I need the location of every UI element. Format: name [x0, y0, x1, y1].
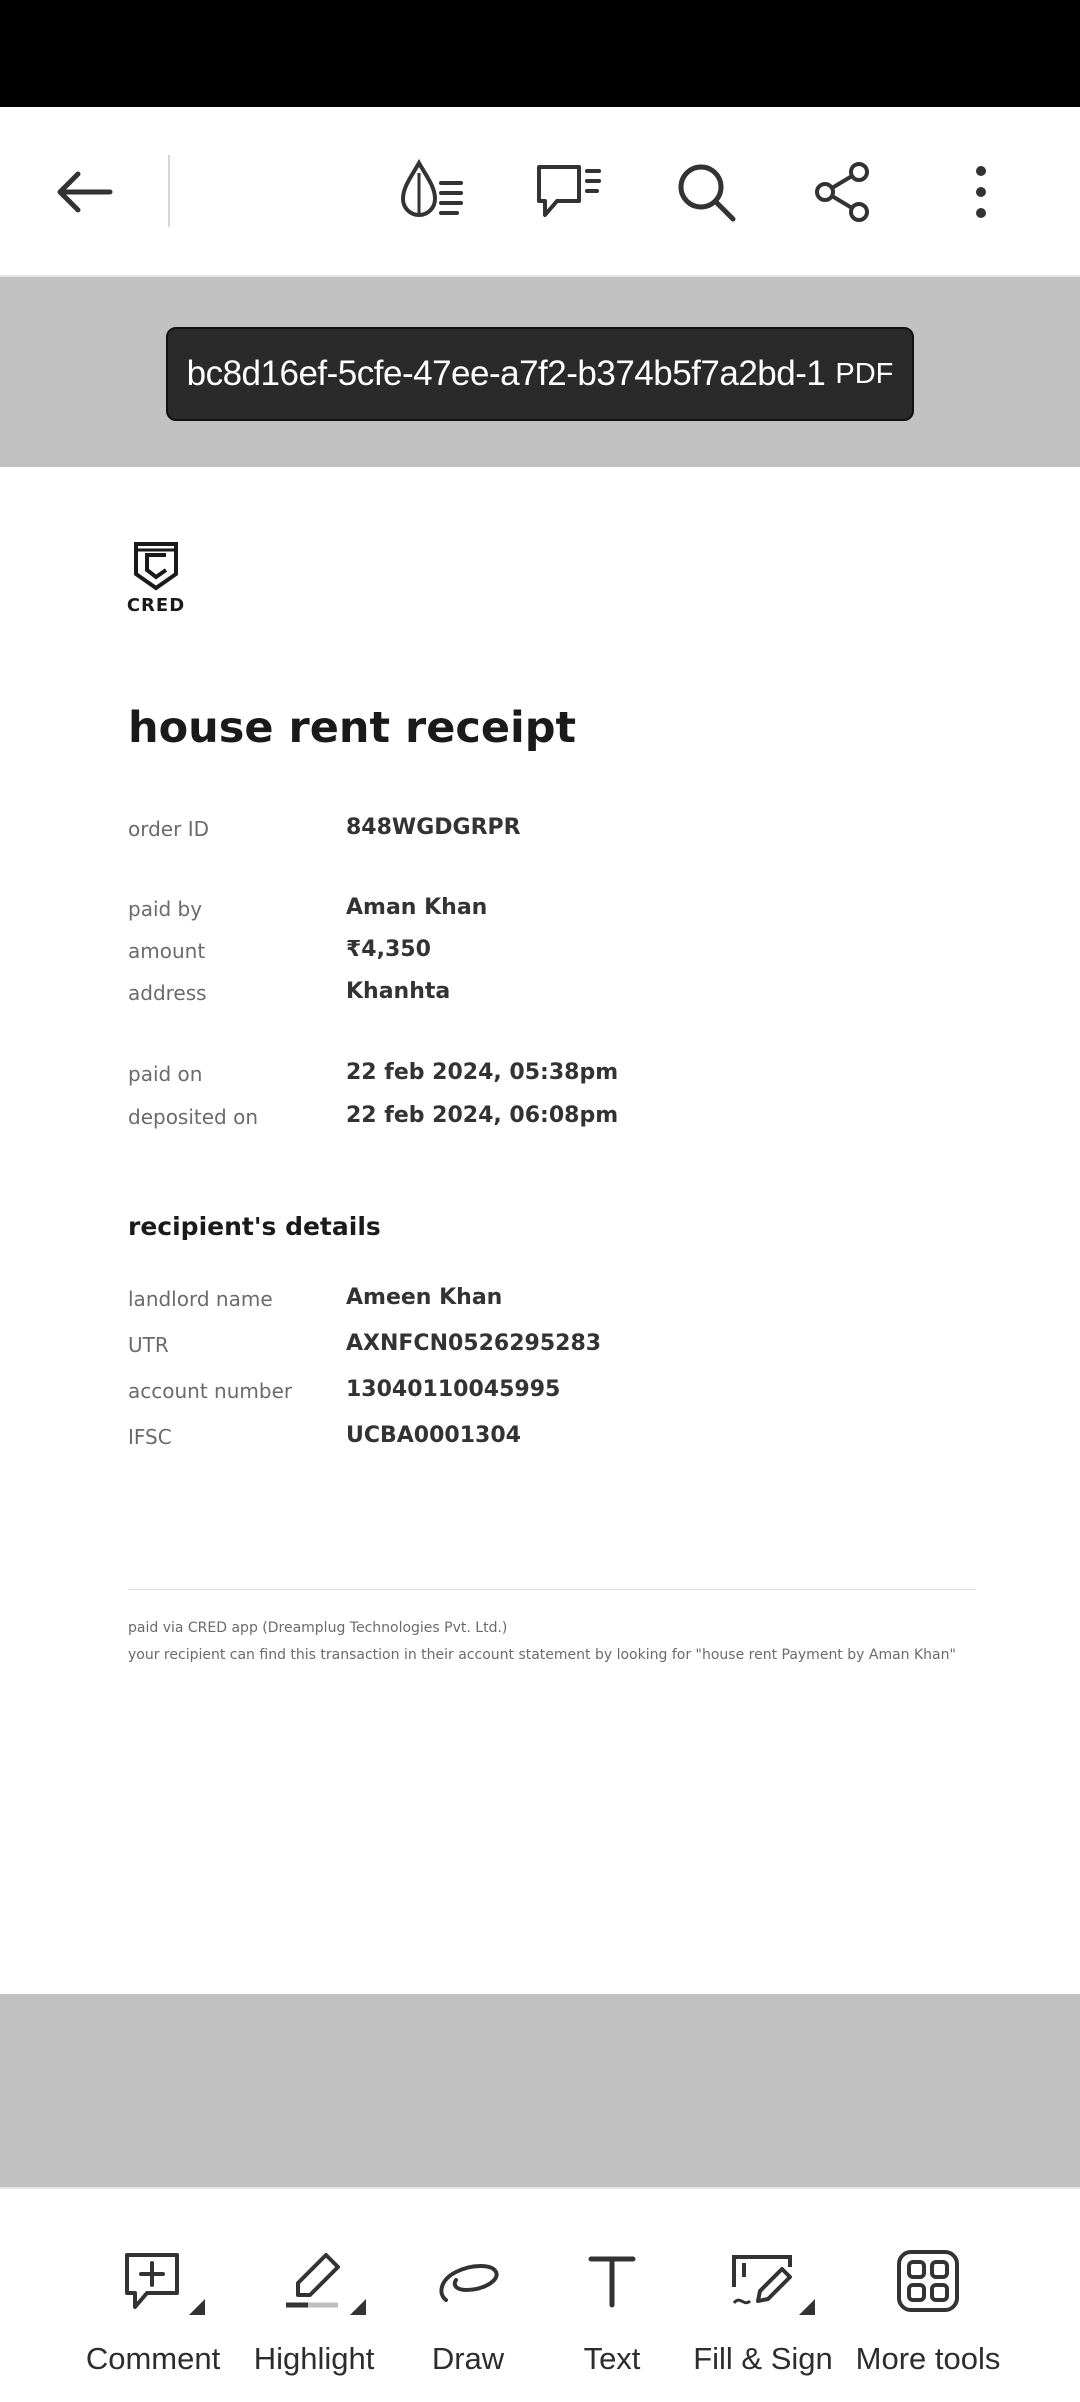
- comment-label: Comment: [85, 2341, 221, 2376]
- logo-text: CRED: [126, 595, 186, 616]
- fill-sign-label: Fill & Sign: [693, 2341, 833, 2376]
- fill-sign-tool[interactable]: [680, 2189, 846, 2402]
- utr-value: AXNFCN0526295283: [346, 1331, 602, 1356]
- top-toolbar: [0, 107, 1080, 277]
- more-tools-grid-icon: [888, 2241, 968, 2321]
- comment-add-icon: [113, 2241, 193, 2321]
- order-id-value: 848WGDGRPR: [346, 815, 521, 840]
- paid-by-label: paid by: [128, 897, 203, 921]
- file-extension: PDF: [835, 357, 894, 390]
- receipt-title: house rent receipt: [128, 703, 577, 753]
- highlighter-icon: [274, 2241, 354, 2321]
- paid-on-label: paid on: [128, 1062, 203, 1086]
- file-name-chip: [166, 327, 914, 421]
- address-label: address: [128, 981, 207, 1005]
- deposited-on-label: deposited on: [128, 1105, 259, 1129]
- ifsc-value: UCBA0001304: [346, 1423, 521, 1448]
- address-value: Khanhta: [346, 979, 451, 1004]
- back-arrow-icon[interactable]: [44, 152, 124, 232]
- account-number-label: account number: [128, 1379, 293, 1403]
- order-id-label: order ID: [128, 817, 209, 841]
- draw-icon: [428, 2241, 508, 2321]
- cred-logo: [126, 541, 186, 616]
- recipient-details-heading: recipient's details: [128, 1212, 381, 1241]
- toolbar-divider: [168, 155, 170, 227]
- landlord-name-label: landlord name: [128, 1287, 273, 1311]
- amount-label: amount: [128, 939, 206, 963]
- status-bar: [0, 0, 1080, 107]
- more-tools-label: More tools: [855, 2341, 1001, 2376]
- fill-sign-icon: [723, 2241, 803, 2321]
- file-name: bc8d16ef-5cfe-47ee-a7f2-b374b5f7a2bd-1: [186, 354, 826, 393]
- draw-label: Draw: [431, 2341, 505, 2376]
- search-icon[interactable]: [666, 152, 746, 232]
- text-label: Text: [583, 2341, 641, 2376]
- paid-by-value: Aman Khan: [346, 895, 488, 920]
- amount-value: ₹4,350: [346, 937, 431, 962]
- utr-label: UTR: [128, 1333, 169, 1357]
- more-vertical-icon[interactable]: [941, 152, 1021, 232]
- text-icon: [572, 2241, 652, 2321]
- footer-statement-note: your recipient can find this transaction in their account statement by looking for "house rent Payment by Aman Khan": [128, 1647, 956, 1663]
- cred-shield-icon: [133, 541, 179, 591]
- comment-tool[interactable]: [70, 2189, 236, 2402]
- comments-list-icon[interactable]: [528, 152, 608, 232]
- account-number-value: 13040110045995: [346, 1377, 561, 1402]
- bottom-tools-bar: [0, 2187, 1080, 2400]
- liquid-mode-icon[interactable]: [392, 152, 472, 232]
- landlord-name-value: Ameen Khan: [346, 1285, 503, 1310]
- draw-tool[interactable]: [392, 2189, 544, 2402]
- highlight-label: Highlight: [253, 2341, 375, 2376]
- footer-divider: [128, 1589, 976, 1590]
- text-tool[interactable]: [544, 2189, 680, 2402]
- pdf-page[interactable]: [0, 467, 1080, 1994]
- paid-on-value: 22 feb 2024, 05:38pm: [346, 1060, 619, 1085]
- highlight-tool[interactable]: [236, 2189, 392, 2402]
- footer-paid-via: paid via CRED app (Dreamplug Technologies Pvt. Ltd.): [128, 1620, 508, 1636]
- deposited-on-value: 22 feb 2024, 06:08pm: [346, 1103, 619, 1128]
- ifsc-label: IFSC: [128, 1425, 172, 1449]
- more-tools[interactable]: [846, 2189, 1010, 2402]
- share-icon[interactable]: [803, 152, 883, 232]
